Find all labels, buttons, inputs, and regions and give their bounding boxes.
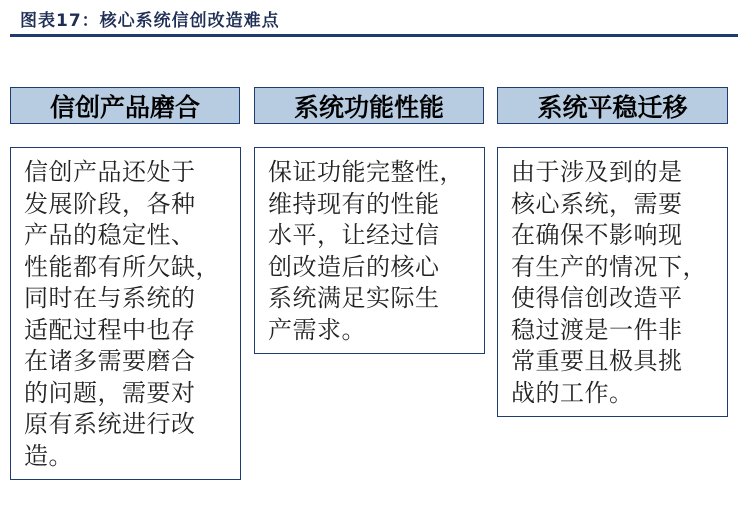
body-line: 在诸多需要磨合: [24, 347, 196, 375]
body-line: 发展阶段，各种: [24, 189, 196, 218]
body-line: 性能都有所欠缺，: [24, 252, 220, 281]
body-line: 同时在与系统的: [24, 284, 196, 312]
body-line: 产需求。: [268, 315, 366, 344]
body-line: 在确保不影响现: [511, 221, 683, 249]
body-line: 核心系统，需要: [511, 189, 683, 218]
body-line: 水平，让经过信: [268, 221, 440, 249]
column-header-smooth-migration: 系统平稳迁移: [497, 87, 728, 124]
title-divider: [10, 34, 738, 37]
body-line: 的问题，需要对: [24, 378, 196, 407]
body-line: 常重要且极具挑: [511, 347, 683, 375]
column-body-smooth-migration: [497, 147, 728, 417]
body-line: 原有系统进行改: [24, 410, 196, 438]
body-line: 保证功能完整性，: [268, 158, 464, 186]
body-line: 稳过渡是一件非: [511, 315, 683, 344]
body-line: 使得信创改造平: [511, 284, 683, 312]
body-line: 产品的稳定性、: [24, 221, 196, 249]
column-header-system-performance: 系统功能性能: [254, 87, 484, 124]
column-body-product-integration: [10, 147, 241, 480]
body-line: 由于涉及到的是: [511, 158, 683, 186]
body-line: 维持现有的性能: [268, 189, 440, 218]
column-header-product-integration: 信创产品磨合: [10, 87, 240, 124]
body-line: 有生产的情况下，: [511, 252, 707, 281]
body-line: 创改造后的核心: [268, 252, 440, 281]
body-line: 造。: [24, 441, 73, 470]
body-line: 战的工作。: [511, 378, 634, 407]
column-body-system-performance: [254, 147, 485, 354]
body-line: 信创产品还处于: [24, 158, 196, 186]
body-line: 适配过程中也存: [24, 315, 196, 344]
figure-title: 图表17：核心系统信创改造难点: [20, 11, 280, 31]
body-line: 系统满足实际生: [268, 284, 440, 312]
